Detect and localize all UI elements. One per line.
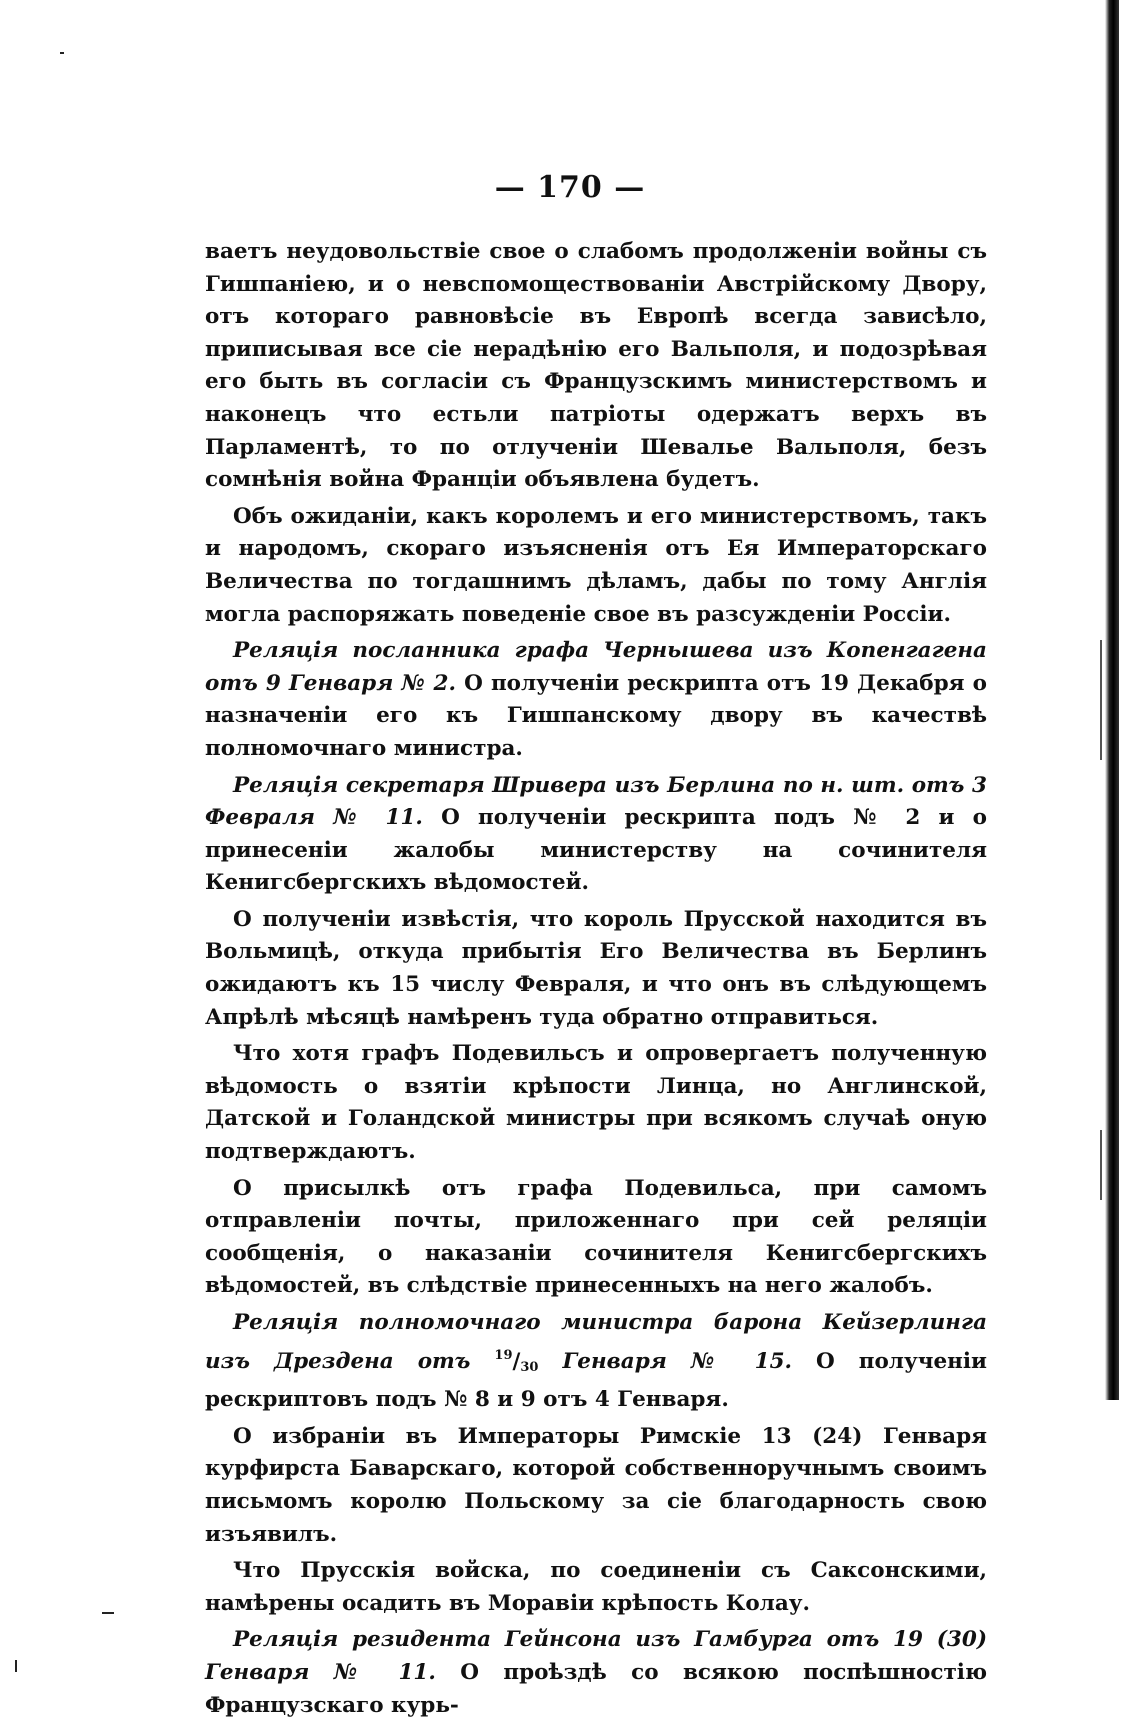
fraction-separator: / [512,1348,521,1374]
paragraph [205,904,987,1034]
paragraph-text: О полученіи рескрипта отъ 19 Декабря о назначеніи его къ Гишпанскому двору въ качествѣ полномочнаго министра. [205,670,988,761]
paragraph-text: О полученіи рескриптовъ подъ № 8 и 9 отъ 4 Генваря. [205,1348,987,1413]
paragraph-text: ваетъ неудовольствіе свое о слабомъ продолженіи войны съ Гишпаніею, и о невспомоществованіи Австрійскому Двору, отъ котораго равновѣсіе въ Европѣ всегда зависѣло, приписывая все сіе нерадѣнію его Вальполя, и подозрѣвая его быть въ согласіи съ Французскимъ министерствомъ и наконецъ что естьли патріоты одержатъ верхъ въ Парламентѣ, то по отлученіи Шевалье Вальполя, безъ сомнѣнія война Франціи объявлена будетъ. [205,239,987,493]
paragraph [205,1173,987,1303]
relation-heading: Реляція посланника графа Чернышева изъ Копенгагена отъ 9 Генваря № 2. [205,638,987,696]
scan-tick [15,1660,17,1672]
relation-entry [205,635,987,765]
paragraph [205,1038,987,1168]
scan-speck [60,52,64,54]
paragraph-text: О избраніи въ Императоры Римскіе 13 (24) Генваря курфирста Баварскаго, которой собственноручнымъ своимъ письмомъ королю Польскому за сіе благодарность свою изъявилъ. [205,1423,987,1547]
date-fraction [494,1349,538,1374]
paragraph-text: Объ ожиданіи, какъ королемъ и его министерствомъ, такъ и народомъ, скораго изъясненія отъ Ея Императорскаго Величества по тогдашнимъ дѣламъ, дабы по тому Англія могла распоряжать поведеніе свое въ разсужденіи Россіи. [205,503,987,627]
paragraph-text: Что Прусскія войска, по соединеніи съ Саксонскими, намѣрены осадить въ Моравіи крѣпость Колау. [205,1558,987,1616]
scan-edge-line [1100,1130,1102,1200]
paragraph-text: О полученіи извѣстія, что король Прусской находится въ Вольмицѣ, откуда прибытія Его Величества въ Берлинъ ожидаютъ къ 15 числу Февраля, и что онъ въ слѣдующемъ Апрѣлѣ мѣсяцѣ намѣренъ туда обратно отправиться. [205,906,987,1030]
paragraph [205,1421,987,1551]
relation-heading-end: Генваря № 15. [562,1348,793,1374]
page-number: — 170 — [494,170,646,205]
relation-entry [205,1307,987,1417]
fraction-denominator: 30 [520,1359,539,1375]
scan-edge-bar [1105,0,1119,1400]
paragraph-text: О присылкѣ отъ графа Подевильса, при самомъ отправленіи почты, приложеннаго при сей реляціи сообщенія, о наказаніи сочинителя Кенигсбергскихъ вѣдомостей, въ слѣдствіе принесенныхъ на него жалобъ. [205,1175,987,1299]
paragraph [205,236,987,497]
relation-heading: Реляція секретаря Шривера изъ Берлина по н. шт. отъ 3 Февраля № 11. [205,772,987,831]
relation-entry [205,770,987,900]
paragraph-text: О полученіи рескрипта подъ № 2 и о принесеніи жалобы министерству на сочинителя Кенигсбергскихъ вѣдомостей. [205,805,987,896]
paragraph-text: Что хотя графъ Подевильсъ и опровергаетъ полученную вѣдомость о взятіи крѣпости Линца, но Англинской, Датской и Голандской министры при всякомъ случаѣ оную подтверждаютъ. [205,1041,987,1165]
paragraph [205,501,987,631]
relation-entry [205,1624,987,1722]
fraction-numerator: 19 [494,1347,513,1363]
scan-dash [102,1612,114,1614]
scan-edge-line [1100,640,1102,760]
paragraph-text: О проѣздѣ со всякою поспѣшностію Французскаго курь- [205,1659,987,1718]
relation-heading: Реляція резидента Гейнсона изъ Гамбурга отъ 19 (30) Генваря № 11. [205,1627,987,1685]
page-body [205,236,987,1722]
paragraph [205,1555,987,1620]
relation-heading: Реляція полномочнаго министра барона Кейзерлинга изъ Дрездена отъ [205,1310,987,1374]
